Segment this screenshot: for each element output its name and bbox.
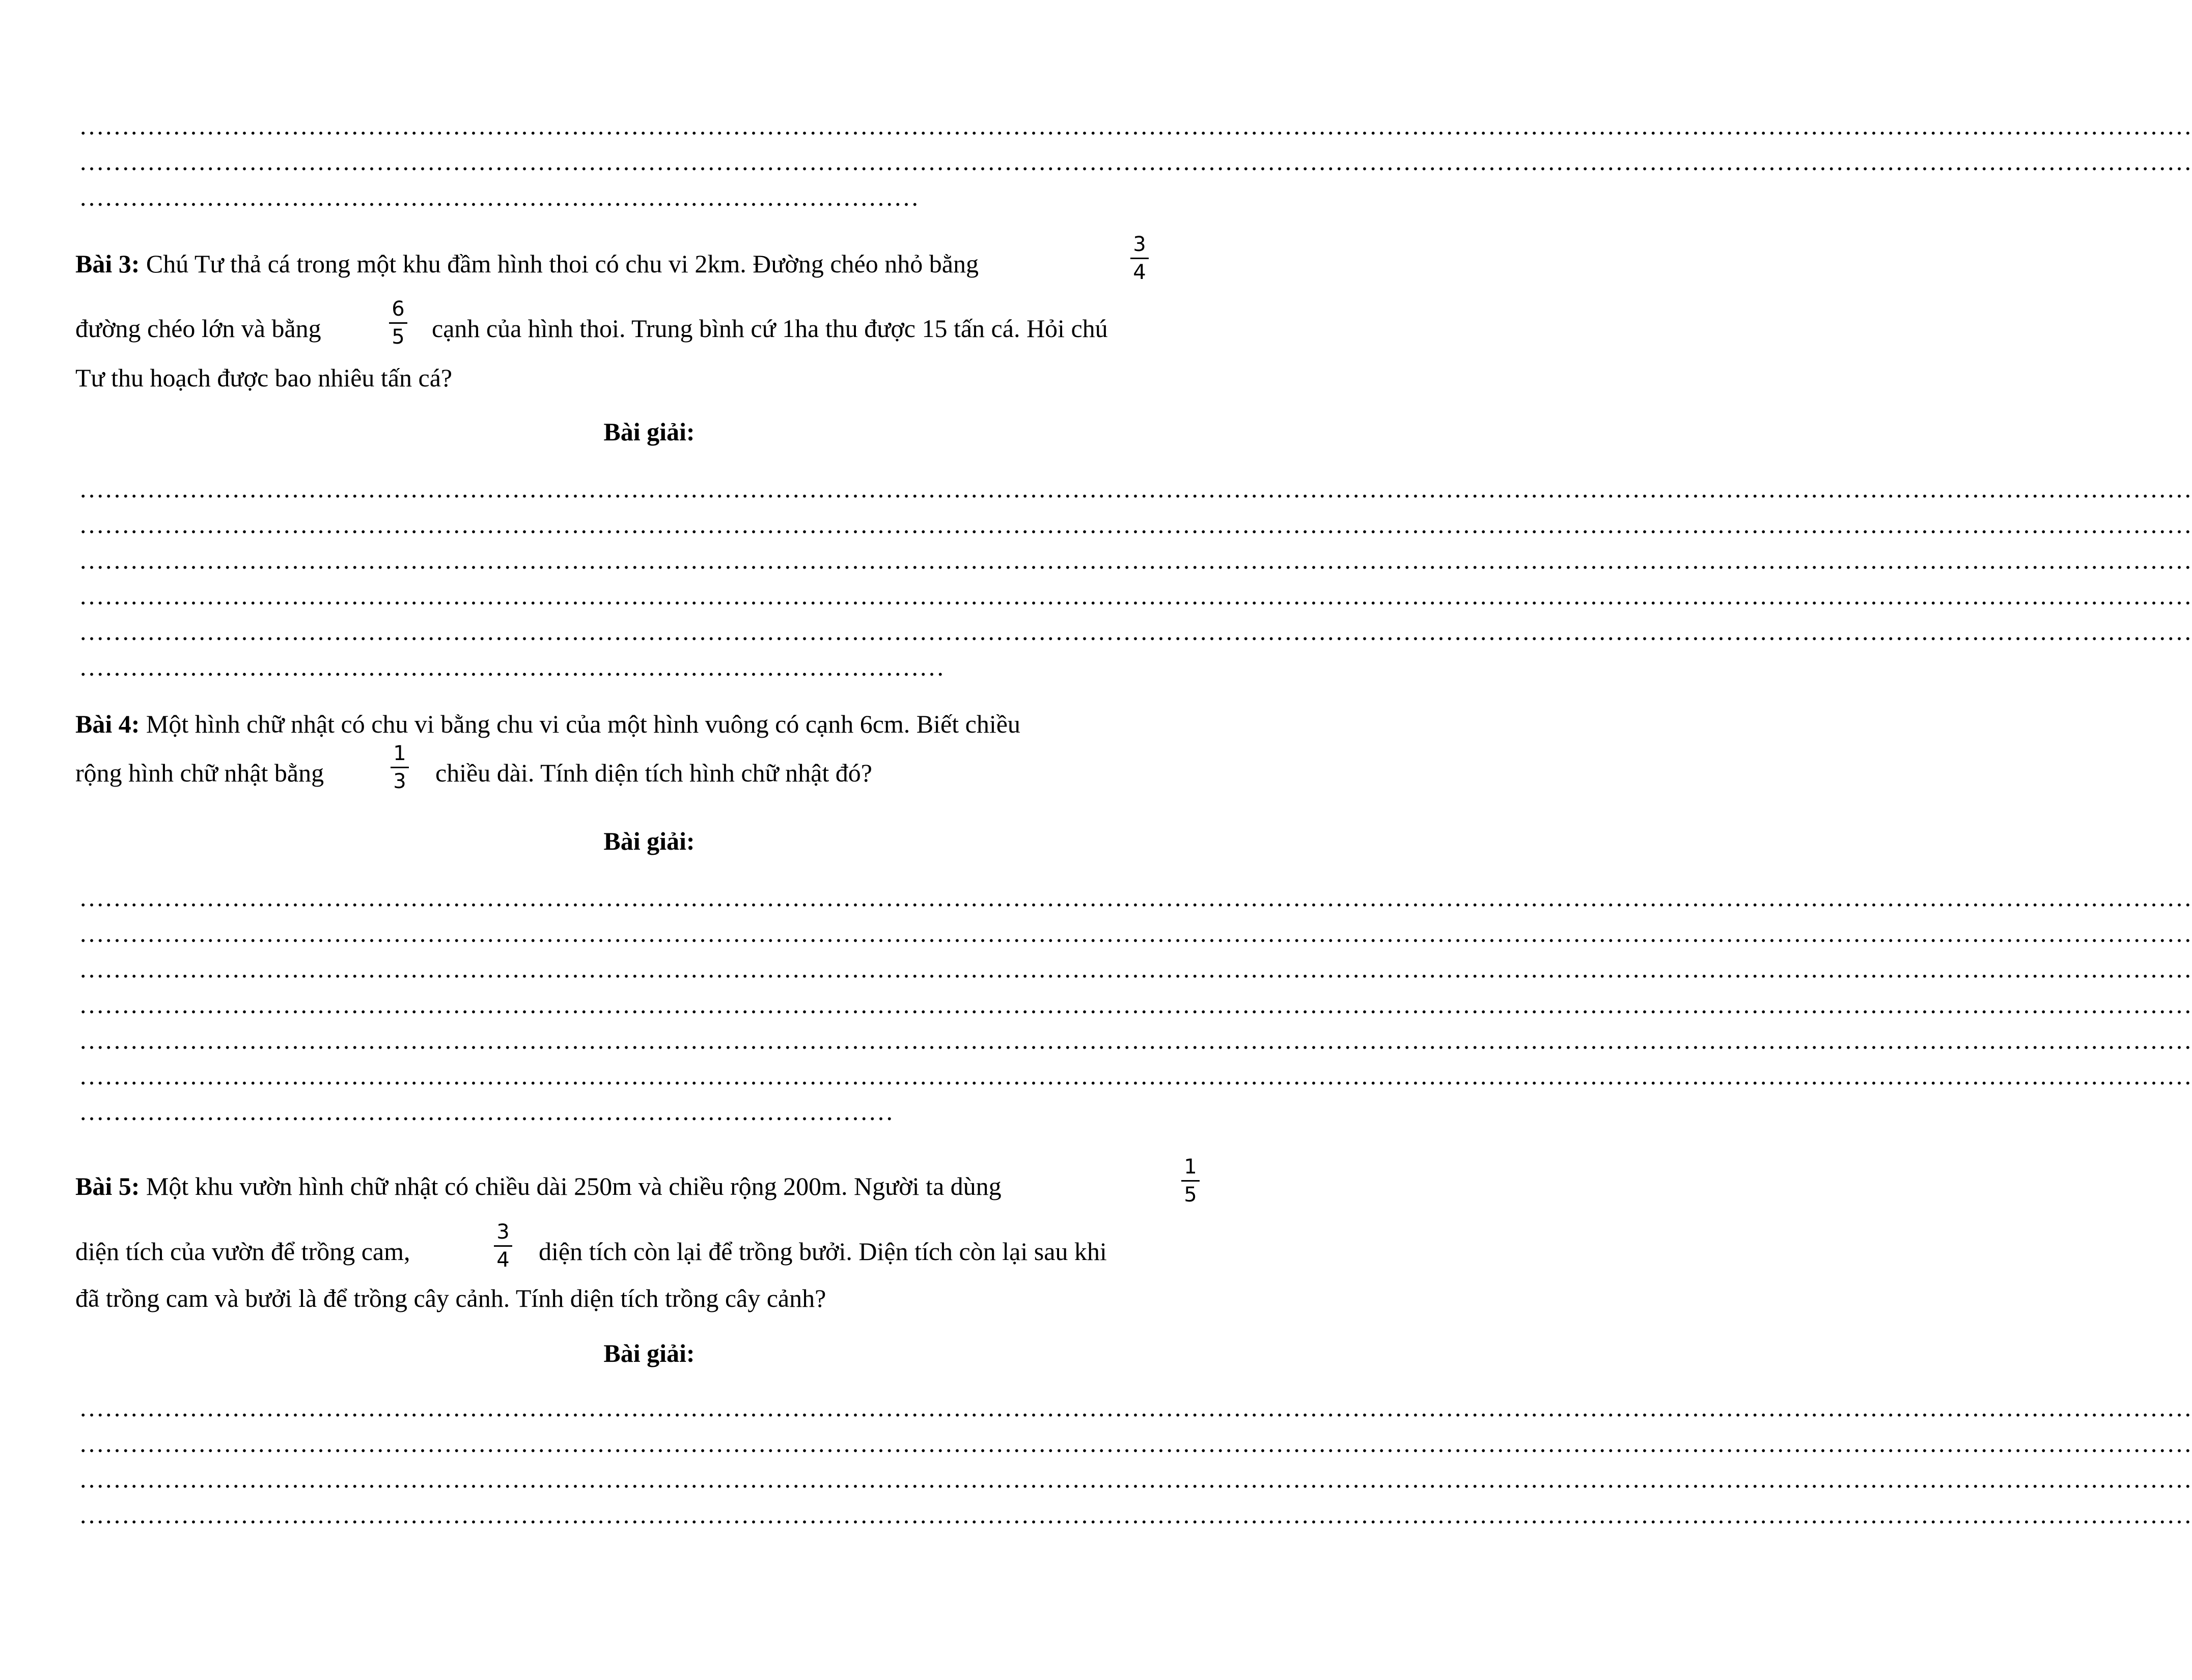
- fraction-denominator: 5: [1184, 1183, 1197, 1207]
- answer-line: ……………………………………………………………………………………………………………………………………………………………………………………………………………………………: [79, 510, 2192, 539]
- answer-line: ……………………………………………………………………………………………………………………………………………………………………………………………………………………………: [79, 883, 2192, 912]
- bai5-line2a: diện tích của vườn để trồng cam,: [75, 1237, 410, 1266]
- answer-line: ……………………………………………………………………………………………………………………………………………………………………………………………………………………………: [79, 955, 2192, 983]
- bai5-fraction-2: [492, 1221, 514, 1271]
- solution-heading: Bài giải:: [603, 1339, 695, 1367]
- answer-line: …………………………………………………………………………………………: [79, 653, 945, 681]
- answer-line: ……………………………………………………………………………………………………………………………………………………………………………………………………………………………: [79, 990, 2192, 1019]
- fraction-bar: [494, 1245, 512, 1247]
- answer-line: ……………………………………………………………………………………………………………………………………………………………………………………………………………………………: [79, 617, 2192, 646]
- answer-line: ……………………………………………………………………………………………………………………………………………………………………………………………………………………………: [79, 1026, 2192, 1054]
- bai4-text-1: Một hình chữ nhật có chu vi bằng chu vi của một hình vuông có cạnh 6cm. Biết chiều: [140, 710, 1020, 738]
- bai3-line2a: đường chéo lớn và bằng: [75, 314, 321, 343]
- answer-line: ……………………………………………………………………………………………………………………………………………………………………………………………………………………………: [79, 474, 2192, 503]
- solution-heading: Bài giải:: [603, 827, 695, 855]
- bai4-line2a: rộng hình chữ nhật bằng: [75, 759, 324, 787]
- answer-line: ……………………………………………………………………………………………………………………………………………………………………………………………………………………………: [79, 919, 2192, 947]
- fraction-numerator: 1: [393, 742, 406, 765]
- answer-line: ……………………………………………………………………………………………………………………………………………………………………………………………………………………………: [79, 1061, 2192, 1090]
- fraction-denominator: 5: [392, 325, 405, 349]
- answer-line: ……………………………………………………………………………………………………………………………………………………………………………………………………………………………: [79, 581, 2192, 610]
- answer-line: ……………………………………………………………………………………………………………………………………………………………………………………………………………………………: [79, 111, 2192, 140]
- bai4-line2b: chiều dài. Tính diện tích hình chữ nhật đó?: [435, 759, 872, 787]
- fraction-denominator: 4: [496, 1248, 510, 1272]
- bai3-label: Bài 3:: [75, 249, 140, 278]
- solution-heading: Bài giải:: [603, 417, 695, 446]
- answer-line: ……………………………………………………………………………………………………………………………………………………………………………………………………………………………: [79, 1429, 2192, 1458]
- answer-line: ……………………………………………………………………………………: [79, 1097, 894, 1126]
- bai3-line2b: cạnh của hình thoi. Trung bình cứ 1ha thu được 15 tấn cá. Hỏi chú: [432, 314, 1108, 343]
- answer-line: ……………………………………………………………………………………………………………………………………………………………………………………………………………………………: [79, 1465, 2192, 1493]
- bai3-fraction-1: [1128, 233, 1151, 284]
- bai3-text-1: Chú Tư thả cá trong một khu đầm hình thoi có chu vi 2km. Đường chéo nhỏ bằng: [140, 249, 979, 278]
- bai4-line1: [75, 709, 1020, 739]
- fraction-numerator: 6: [392, 297, 405, 321]
- answer-line: ……………………………………………………………………………………………………………………………………………………………………………………………………………………………: [79, 1393, 2192, 1422]
- bai5-line1: [75, 1171, 1002, 1201]
- bai5-line2b: diện tích còn lại để trồng bưởi. Diện tích còn lại sau khi: [539, 1237, 1107, 1266]
- fraction-numerator: 3: [496, 1220, 510, 1244]
- bai5-line3: đã trồng cam và bưởi là để trồng cây cảnh. Tính diện tích trồng cây cảnh?: [75, 1284, 826, 1312]
- bai4-label: Bài 4:: [75, 710, 140, 738]
- bai3-line3: Tư thu hoạch được bao nhiêu tấn cá?: [75, 363, 453, 392]
- bai3-fraction-2: [387, 298, 409, 348]
- bai3-line1: [75, 248, 979, 279]
- bai5-label: Bài 5:: [75, 1172, 140, 1200]
- bai5-text-1: Một khu vườn hình chữ nhật có chiều dài 250m và chiều rộng 200m. Người ta dùng: [140, 1172, 1002, 1200]
- answer-line: ……………………………………………………………………………………………………………………………………………………………………………………………………………………………: [79, 1500, 2192, 1529]
- fraction-bar: [1130, 258, 1149, 259]
- answer-line: ……………………………………………………………………………………………………………………………………………………………………………………………………………………………: [79, 147, 2192, 176]
- fraction-denominator: 4: [1133, 261, 1146, 284]
- fraction-numerator: 3: [1133, 233, 1146, 256]
- fraction-numerator: 1: [1184, 1155, 1197, 1179]
- fraction-bar: [391, 767, 409, 768]
- answer-line: ………………………………………………………………………………………: [79, 183, 919, 211]
- fraction-denominator: 3: [393, 770, 406, 793]
- fraction-bar: [1181, 1180, 1200, 1182]
- bai4-fraction-1: [389, 742, 411, 793]
- answer-line: ……………………………………………………………………………………………………………………………………………………………………………………………………………………………: [79, 546, 2192, 574]
- fraction-bar: [389, 322, 407, 324]
- bai5-fraction-1: [1179, 1156, 1202, 1206]
